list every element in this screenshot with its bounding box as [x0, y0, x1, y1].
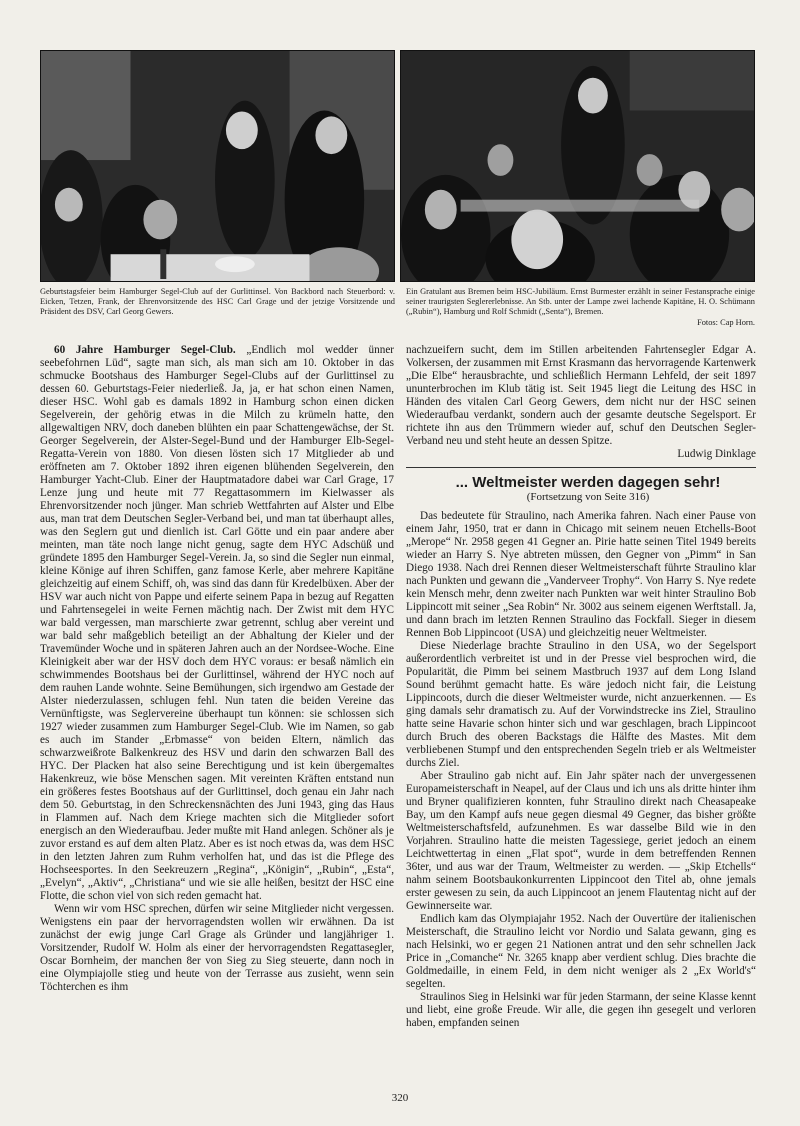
- article2-paragraph-5: Straulinos Sieg in Helsinki war für jeden Starmann, der seine Klasse kennt und liebt, eine große Freude. Wir alle, die gegen ihn gesegelt und verloren haben, empfanden seinen: [406, 991, 756, 1029]
- caption-right: [406, 287, 755, 328]
- column-left: [40, 344, 394, 994]
- caption-right-text: Ein Gratulant aus Bremen beim HSC-Jubiläum. Ernst Burmester erzählt in seiner Festansprache einige seiner traurigsten Seglererlebnisse. An Stb. unter der Lampe zwei lachende Kapitäne, H. O. Schümann („Rubin“), Hamburg und Rolf Schmidt („Senta“), Bremen.: [406, 287, 755, 317]
- column-right: [406, 344, 756, 1030]
- caption-left: Geburtstagsfeier beim Hamburger Segel-Club auf der Gurlittinsel. Von Backbord nach Steuerbord: v. Eicken, Tetzen, Frank, der Ehrenvorsitzende des HSC Carl Grage und der jetzige Vorsitzende und Präsident des DSV, Carl Georg Gewers.: [40, 287, 395, 317]
- article1-paragraph-2: Wenn wir vom HSC sprechen, dürfen wir seine Mitglieder nicht vergessen. Wenigstens ein paar der hervorragendsten wollen wir erwähnen. Da ist zunächst der ewig junge Carl Grage als Gründer und langjähriger 1. Vorsitzender, Rudolf W. Holm als einer der hervorragendsten Regattasegler, Oscar Bornheim, der manchen 8er von Sieg zu Sieg steuerte, dann noch in eine Olympiajolle stieg und heute von der Terrasse aus zusieht, wenn sein Töchterchen es ihm: [40, 903, 394, 993]
- photo-birthday-party-image: [41, 51, 394, 281]
- article2-headline: ... Weltmeister werden dagegen sehr!: [455, 474, 721, 491]
- article2-paragraph-2: Diese Niederlage brachte Straulino in den USA, wo der Segelsport außerordentlich verbreitet ist und in der Presse viel besprochen wird, die Popularität, die Pimm bei seinem Mastbruch 1937 auf dem Long Island Sound berühmt gemacht hatte. Es wäre jedoch nicht fair, die Leistung Lippincoots, durch die dieser Weltmeister wurde, nicht anzuerkennen. — Es ging damals sehr dramatisch zu. Auf der Vorwindstrecke ins Ziel, Straulino hatte seine Havarie schon hinter sich und war geschlagen, brach Lippincoot durch Bruch des oberen Backstags die Hälfte des Mastes. Mit dem verbliebenen Stumpf und den entsprechenden Segeln trieb er als Weltmeister durchs Ziel.: [406, 640, 756, 769]
- article1-signature: Ludwig Dinklage: [677, 448, 756, 460]
- photo-credit: Fotos: Cap Horn.: [697, 317, 755, 327]
- photo-birthday-party: [40, 50, 395, 282]
- page-number: 320: [391, 1092, 409, 1104]
- article1-paragraph-1: [40, 344, 394, 903]
- article2-subhead: (Fortsetzung von Seite 316): [526, 491, 650, 503]
- article2-paragraph-4: Endlich kam das Olympiajahr 1952. Nach der Ouvertüre der italienischen Meisterschaft, die Straulino leicht vor Nordio und Salata gewann, ging es nach Helsinki, wo er gegen 21 Nationen antrat und den sehr schnellen Jack Price in „Comanche“ Nr. 3265 knapp aber verdient schlug. Dies brachte die Goldmedaille, in einem Feld, in dem nicht weniger als 2 „Ex World's“ segelten.: [406, 913, 756, 990]
- article1-paragraph-3: nachzueifern sucht, dem im Stillen arbeitenden Fahrtensegler Edgar A. Volkersen, der zusammen mit Ernst Krasmann das hervorragende Kartenwerk „Die Elbe“ herausbrachte, und schließlich Hermann Lehfeld, der seit 1897 ununterbrochen im Klub tätig ist. Seit 1945 liegt die Leitung des HSC in Händen des vitalen Carl Georg Gewers, dem nicht nur der HSC seinen Wiederaufbau verdankt, sondern auch der gesamte deutsche Segelsport. Er richtete ihn aus den Trümmern wieder auf, schuf den Deutschen Segler-Verband neu und steht heute an dessen Spitze.: [406, 344, 756, 447]
- article-divider: [406, 467, 756, 468]
- article1-p1: „Endlich mol wedder ünner seebefohrnen Lüd“, sagte man sich, als man sich am 10. Oktober in das schmucke Bootshaus des Hamburger Segel-Clubs auf der Gurlittinsel zu dessen 60. Geburtstags-Feier niederließ. Ja, ja, er hat schon einen Namen, dieser HSC. Wohl gab es damals 1892 in Hamburg schon einen dicken Segelverein, der gehörig etwas in die Milch zu krümeln hatte, den allgewaltigen NRV, doch daneben blühten ein paar Schattengewächse, der St. Georger Segelverein, der Alster-Segel-Bund und der Hamburger Elb-Segel-Regatta-Verein von 1880. Von diesen lösten sich 17 Mitglieder ab und eröffneten am 7. Oktober 1892 ihren eigenen blühenden Segelverein, den Hamburger Yacht-Club. Einer der Hauptmatadore dabei war Carl Grage, 17 Lenze jung und heute mit 77 Regattasommern im Kielwasser als Ehrenvorsitzender noch jünger. Man schrieb Wettfahrten auf Alster und Elbe aus, man trat dem Deutschen Segler-Verband bei, und man tat überhaupt alles, was den Seglern gut und dienlich ist. Carl Götte und ein paar andere aber meinten, man täte noch lange nicht genug, sagte dem HYC Adschüß und gründete 1895 den Hamburger Segel-Verein. Ja, so sind die Segler nun einmal, kleine Könige auf ihren Schiffen, ganz famose Kerle, aber mehrere Kapitäne gleichzeitig auf einem Schiff, oh, was sind das dann für Kredelbüxen. Aber der HSV war auch nicht von Pappe und eiferte seinem Papa in bezug auf Regatten und Fahrtensegelei in weite Fernen mächtig nach. Der Zwist mit dem HYC war bald vergessen, man marschierte zwar getrennt, schlug aber vereint und war bald sehr maßgeblich beteiligt an der Abhaltung der Kieler und der Travemünder Woche und in späteren Jahren auch an der Nordsee-Woche. Eine Kleinigkeit aber war der HSV doch dem HYC voraus: er besaß nämlich ein schwimmendes Bootshaus bei der Gurlittinsel, während der HYC noch auf dem rauhen Lande wohnte. Seine Bemühungen, sich irgendwo am Gestade der Alster niederzulassen, schlugen fehl. Nun taten die beiden Vereine das Vernünftigste, was Seglervereine überhaupt tun können: sie schlossen sich 1927 wieder zusammen zum Hamburger Segel-Club. Wie im Namen, so gab es auch im Stander „Erbmasse“ von beiden Eltern, nämlich das schwarzweißrote Balkenkreuz des HSV und darin den schwarzen Ball des HYC. Der Placken hat also seine Berechtigung und ist kein übergemaltes Hakenkreuz, wie böse Menschen sagen. Mit vereinten Kräften entstand nun ein größeres festes Bootshaus auf der Gurlittinsel, doch genau ein Jahr nach dem 50. Geburtstag, in den Schreckensnächten des Juni 1943, ging das Haus in Flammen auf. Nach dem Kriege machten sich die Mitglieder sofort energisch an den Wiederaufbau. Jeder mußte mit Hand anlegen. Schöner als je zuvor erstand es auf dem alten Platz. Aber es ist noch etwas da, was dem HSC in den letzten Jahren zum Ruhm verholfen hat, und das ist die Pflege des Hochseesportes. In den Seekreuzern „Regina“, „Königin“, „Rubin“, „Esta“, „Evelyn“, „Aktiv“, „Christiana“ und wie sie alle heißen, besitzt der HSC eine Flotte, die schon viel von sich reden gemacht hat.: [40, 344, 395, 902]
- photo-jubilee-speech-image: [401, 51, 754, 281]
- photo-jubilee-speech: [400, 50, 755, 282]
- article1-heading: 60 Jahre Hamburger Segel-Club.: [54, 344, 236, 356]
- article2-paragraph-1: Das bedeutete für Straulino, nach Amerika fahren. Nach einer Pause von einem Jahr, 1950, trat er dann in Chicago mit seinem neuen Etchells-Boot „Merope“ Nr. 2958 gegen 41 Gegner an. Pirie hatte seinen Titel 1949 bereits wieder an Harry S. Nye abtreten müssen, den Gegner von „Pimm“ in San Diego 1938. Nach drei Rennen dieser Weltmeisterschaft führte Straulino klar nach Punkten und gewann die „Vanderveer Trophy“. Von Harry S. Nye redete kein Mensch mehr, denn zweiter nach Punkten war weit hinter Straulino Bob Lippincott mit seiner „Sea Robin“ Nr. 3002 aus seinem eigenen Werftstall. Ja, und dann brach im letzten Rennen Straulino das Fockfall. Sieger in diesem Rennen Bob Lippincoot (USA) und gleichzeitig neuer Weltmeister.: [406, 510, 756, 639]
- article2-paragraph-3: Aber Straulino gab nicht auf. Ein Jahr später nach der unvergessenen Europameisterschaft in Neapel, auf der Claus und ich uns als dritte hinter ihm und Bryner qualifizieren konnten, fuhr Straulino direkt nach Cheasapeake Bay, um den Kampf aufs neue gegen diesmal 49 Gegner, das bisher größte Weltmeisterschaftsfeld, aufzunehmen. Es war dasselbe Bild wie in den Vorjahren. Straulino hatte die meisten Tagessiege, geriet jedoch an einem Leichtwettertag in einen „Flat spot“, wurde in dem betreffenden Rennen 36ter, und aus war der Traum, Weltmeister zu werden. — „Skip Etchells“ nahm seinem Bootsbaukonkurrenten Lippincoot den Titel ab, ohne jemals erster gewesen zu sein, da auch Lippincoot an jenem Flautentag nicht auf der Gewinnerseite war.: [406, 770, 756, 912]
